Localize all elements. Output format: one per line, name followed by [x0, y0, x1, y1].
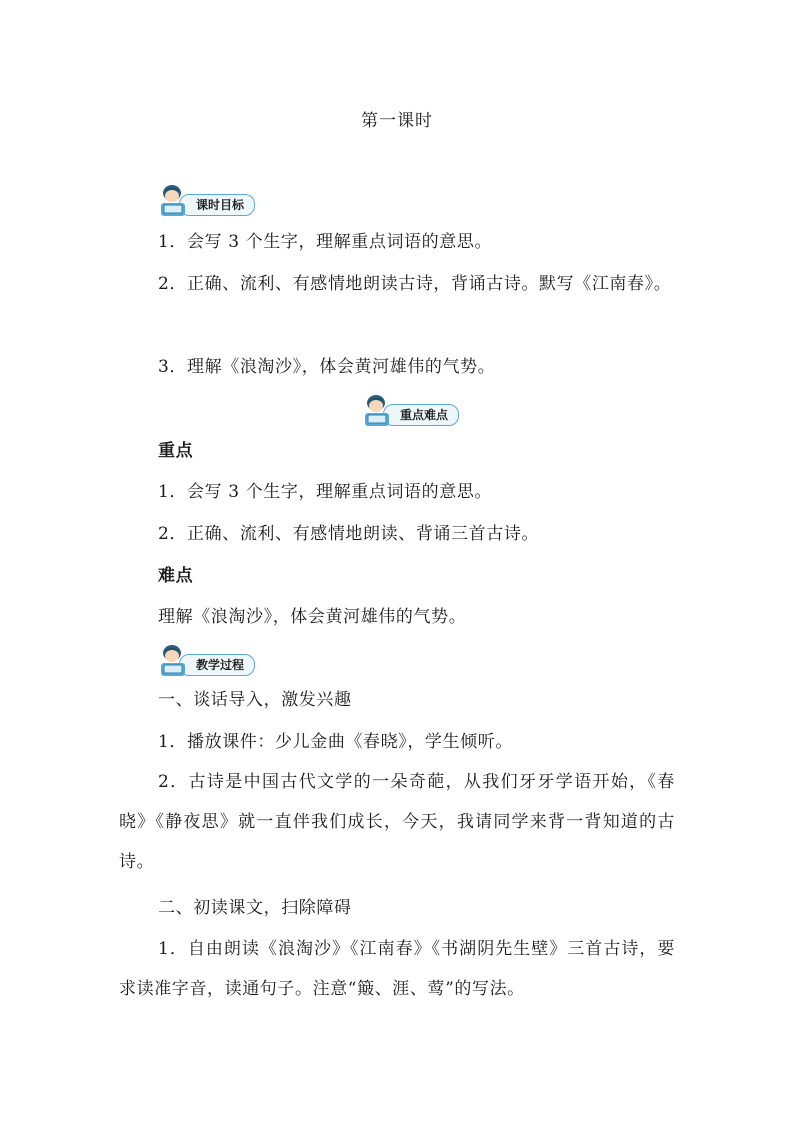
badge-label: 课时目标 — [179, 194, 255, 216]
badge-teaching-process — [157, 642, 267, 678]
section-2-title: 二、初读课文，扫除障碍 — [158, 898, 352, 918]
badge-label: 教学过程 — [179, 654, 255, 676]
difficulty-text: 理解《浪淘沙》，体会黄河雄伟的气势。 — [158, 607, 467, 627]
badge-lesson-goals — [157, 182, 267, 218]
key-item-2: 2．正确、流利、有感情地朗读、背诵三首古诗。 — [158, 524, 540, 544]
section-1-title: 一、谈话导入，激发兴趣 — [158, 690, 352, 710]
goal-item-1: 1．会写 3 个生字，理解重点词语的意思。 — [158, 232, 493, 252]
badge-label: 重点难点 — [383, 404, 459, 426]
student-reading-icon — [361, 392, 397, 428]
page-title: 第一课时 — [361, 111, 433, 131]
key-item-1: 1．会写 3 个生字，理解重点词语的意思。 — [158, 482, 493, 502]
badge-key-difficult — [361, 392, 471, 428]
goal-item-2: 2．正确、流利、有感情地朗读古诗，背诵古诗。默写《江南春》。 — [158, 274, 672, 294]
student-reading-icon — [157, 182, 193, 218]
goal-item-3: 3．理解《浪淘沙》，体会黄河雄伟的气势。 — [158, 357, 496, 377]
key-heading: 重点 — [158, 441, 194, 461]
student-reading-icon — [157, 642, 193, 678]
section-1-item-1: 1．播放课件：少儿金曲《春晓》，学生倾听。 — [158, 732, 513, 752]
goal-item-2-line — [158, 274, 714, 304]
section-2-item-1: 1．自由朗读《浪淘沙》《江南春》《书湖阴先生壁》三首古诗，要求读准字音，读通句子。注意“簸、涯、莺”的写法。 — [119, 939, 675, 999]
section-1-item-2: 2．古诗是中国古代文学的一朵奇葩，从我们牙牙学语开始，《春晓》《静夜思》就一直伴我们成长，今天，我请同学来背一背知道的古诗。 — [119, 772, 675, 872]
difficulty-heading: 难点 — [158, 566, 194, 586]
